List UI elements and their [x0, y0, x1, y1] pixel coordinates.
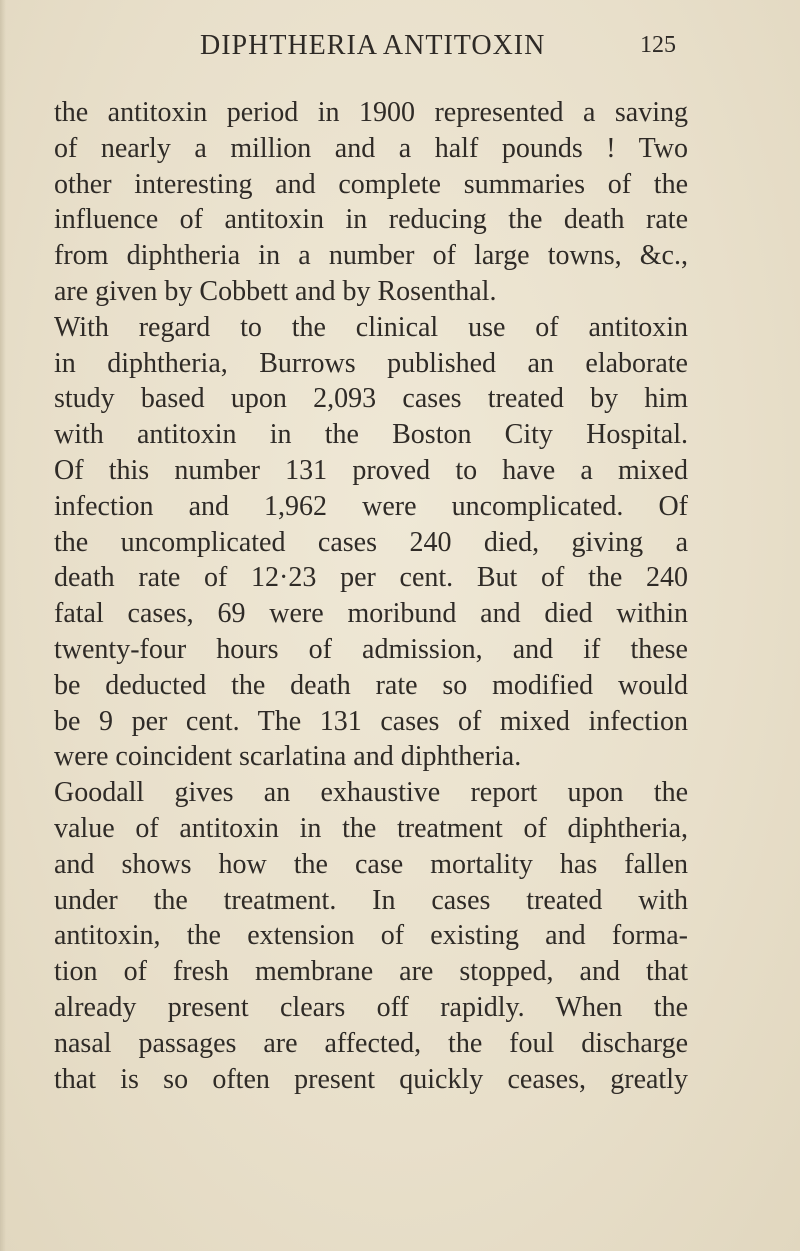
text-line: Goodall gives an exhaustive report upon the: [54, 777, 688, 809]
text-line: of nearly a million and a half pounds ! Two: [54, 132, 688, 164]
text-line: antitoxin, the extension of existing and forma-: [54, 920, 688, 952]
text-line: study based upon 2,093 cases treated by him: [54, 383, 688, 415]
body-text: [54, 95, 688, 1097]
text-line: the antitoxin period in 1900 represented a saving: [54, 97, 688, 128]
text-line: influence of antitoxin in reducing the death rate: [54, 204, 688, 236]
text-line: tion of fresh membrane are stopped, and that: [54, 956, 688, 988]
text-line: nasal passages are affected, the foul discharge: [54, 1027, 688, 1059]
text-line: that is so often present quickly ceases, greatly: [54, 1063, 688, 1095]
text-line: infection and 1,962 were uncomplicated. Of: [54, 490, 688, 522]
text-line: death rate of 12·23 per cent. But of the 240: [54, 562, 688, 594]
text-line: twenty-four hours of admission, and if these: [54, 633, 688, 665]
text-line: Of this number 131 proved to have a mixed: [54, 454, 688, 486]
text-line: value of antitoxin in the treatment of diphtheria,: [54, 812, 688, 844]
text-line: already present clears off rapidly. When the: [54, 991, 688, 1023]
text-line: With regard to the clinical use of antitoxin: [54, 311, 688, 343]
text-line: in diphtheria, Burrows published an elaborate: [54, 347, 688, 379]
text-line: were coincident scarlatina and diphtheria.: [54, 741, 522, 773]
text-line: be deducted the death rate so modified would: [54, 669, 688, 701]
text-line: and shows how the case mortality has fallen: [54, 848, 688, 880]
text-line: be 9 per cent. The 131 cases of mixed infection: [54, 705, 688, 737]
text-line: from diphtheria in a number of large towns, &c.,: [54, 240, 688, 272]
page-edge-shadow: [0, 0, 6, 1251]
text-line: under the treatment. In cases treated with: [54, 884, 688, 916]
text-line: other interesting and complete summaries of the: [54, 168, 688, 200]
text-line: the uncomplicated cases 240 died, giving a: [54, 526, 688, 558]
text-line: fatal cases, 69 were moribund and died within: [54, 598, 688, 630]
text-line: with antitoxin in the Boston City Hospital.: [54, 419, 688, 451]
running-title: DIPHTHERIA ANTITOXIN: [200, 30, 546, 61]
page-header: [0, 30, 800, 70]
text-line: are given by Cobbett and by Rosenthal.: [54, 275, 497, 307]
page-number: 125: [640, 32, 676, 58]
